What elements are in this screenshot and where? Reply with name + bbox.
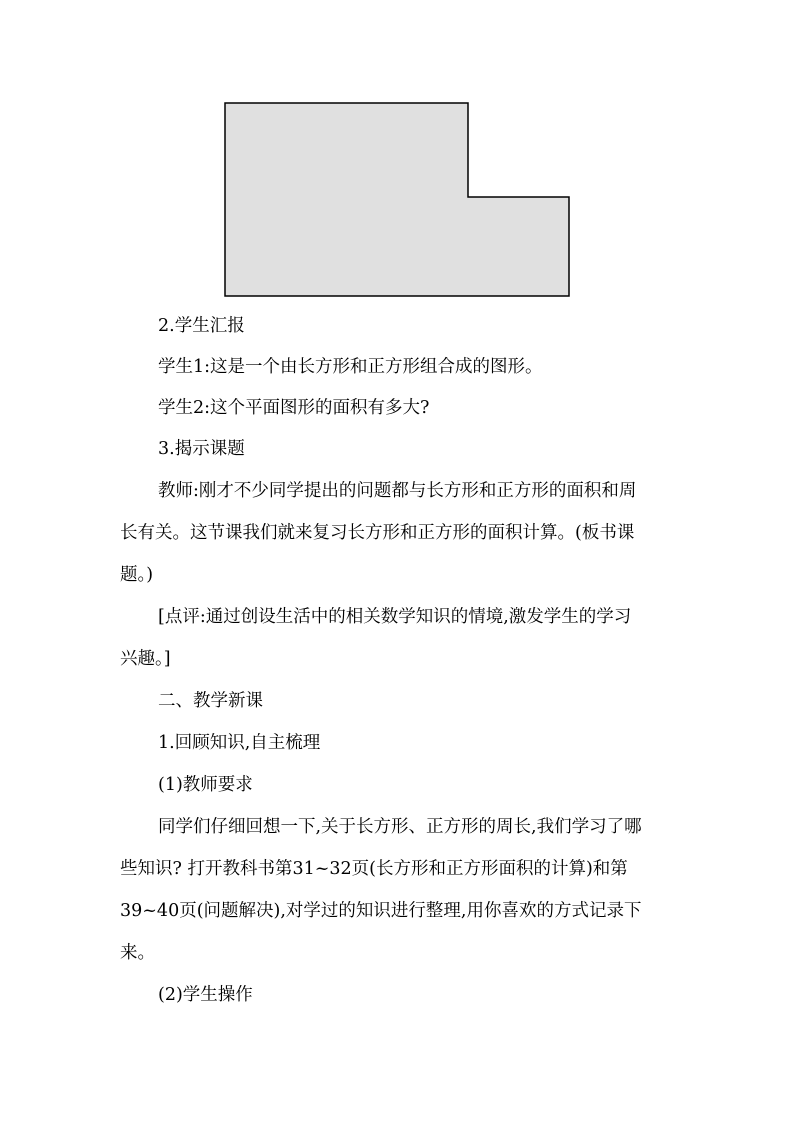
paragraph-requirements-line-2: 些知识? 打开教科书第31~32页(长方形和正方形面积的计算)和第 xyxy=(120,859,628,879)
subheading-student-operation: (2)学生操作 xyxy=(158,985,253,1005)
paragraph-teacher-line-3: 题。) xyxy=(120,565,154,585)
comment-line-2: 兴趣。] xyxy=(120,649,171,669)
composite-shape-figure xyxy=(224,102,572,298)
comment-line-1: [点评:通过创设生活中的相关数学知识的情境,激发学生的学习 xyxy=(158,607,632,627)
paragraph-student-1: 学生1:这是一个由长方形和正方形组合成的图形。 xyxy=(158,357,543,377)
l-shaped-polygon xyxy=(225,103,569,296)
paragraph-teacher-line-1: 教师:刚才不少同学提出的问题都与长方形和正方形的面积和周 xyxy=(158,481,637,501)
section-heading-new-lesson: 二、教学新课 xyxy=(158,691,263,711)
subheading-review: 1.回顾知识,自主梳理 xyxy=(158,733,321,753)
heading-reveal-topic: 3.揭示课题 xyxy=(158,439,245,459)
paragraph-requirements-line-4: 来。 xyxy=(120,943,155,963)
subheading-teacher-requirements: (1)教师要求 xyxy=(158,775,253,795)
paragraph-student-2: 学生2:这个平面图形的面积有多大? xyxy=(158,398,430,418)
heading-student-report: 2.学生汇报 xyxy=(158,316,245,336)
paragraph-requirements-line-3: 39~40页(问题解决),对学过的知识进行整理,用你喜欢的方式记录下 xyxy=(120,901,642,921)
paragraph-requirements-line-1: 同学们仔细回想一下,关于长方形、正方形的周长,我们学习了哪 xyxy=(158,817,642,837)
paragraph-teacher-line-2: 长有关。这节课我们就来复习长方形和正方形的面积计算。(板书课 xyxy=(120,523,635,543)
